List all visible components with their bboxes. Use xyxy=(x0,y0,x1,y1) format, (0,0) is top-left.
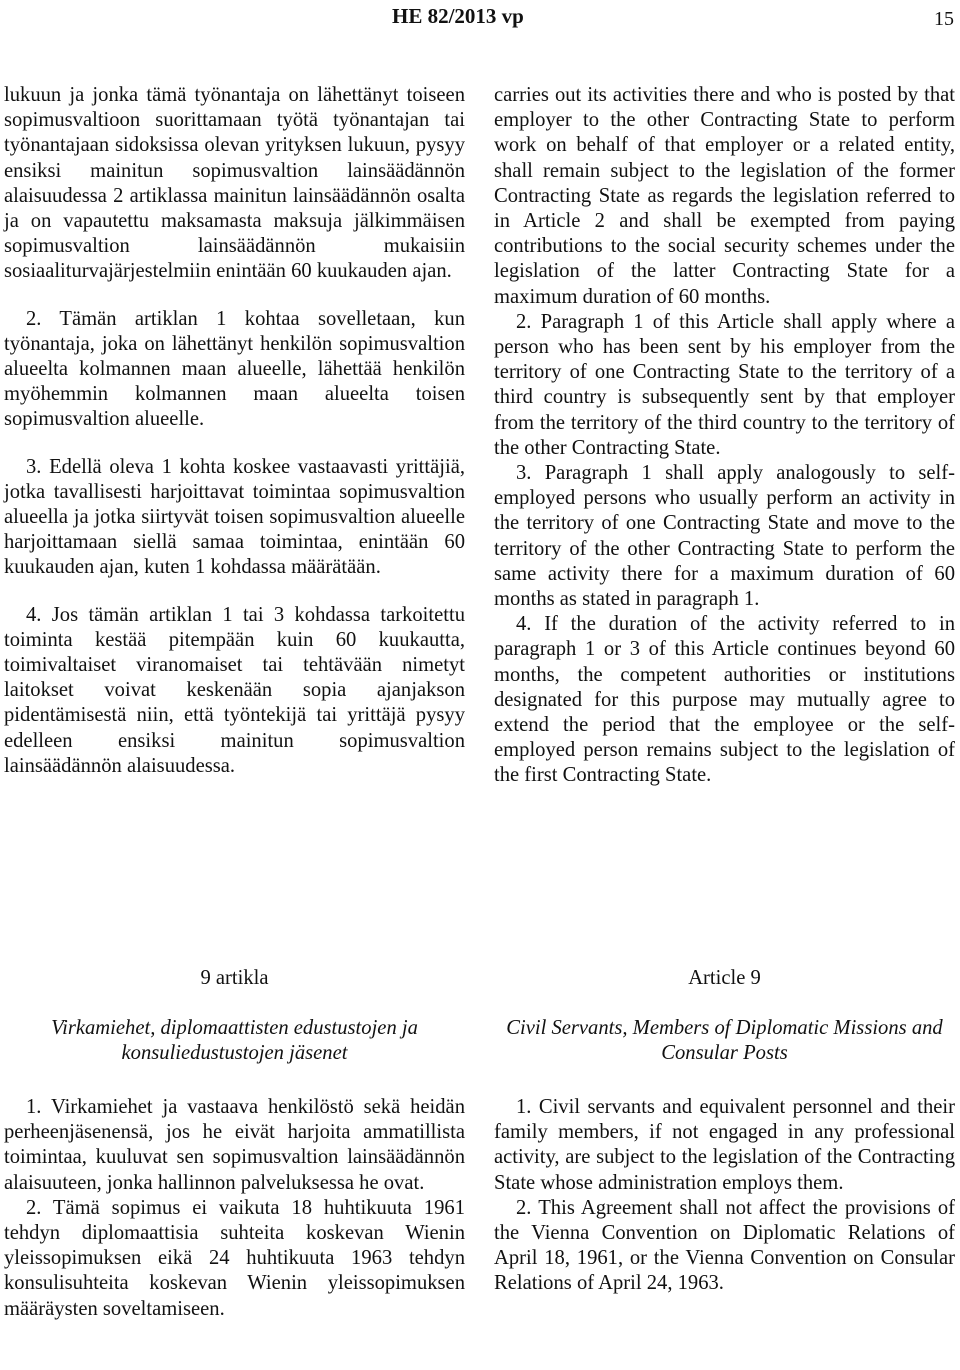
english-paragraph: 1. Civil servants and equivalent personnel and their family members, if not engaged in any professional activity, are subject to the legislation of the Contracting State whose administration employs them. xyxy=(494,1096,955,1194)
finnish-paragraph: lukuun ja jonka tämä työnantaja on lähettänyt toiseen sopimusvaltioon suorittamaan työtä työnantajan tai työnantajaan sidoksissa olevan yrityksen lukuun, pysyy ensiksi mainitun sopimusvaltion lainsäädännön alaisuudessa 2 artiklassa mainitun lainsäädännön osalta ja on vapautettu maksamasta maksuja jälkimmäisen sopimusvaltion lainsäädännön mukaisiin sosiaaliturvajärjestelmiin enintään 60 kuukauden ajan. xyxy=(4,84,465,283)
finnish-paragraph: 1. Virkamiehet ja vastaava henkilöstö sekä heidän perheenjäsenensä, jos he eivät harjoita ammatillista toimintaa, kuuluvat sen sopimusvaltion lainsäädännön alaisuuteen, jonka hallinnon palveluksessa he ovat. xyxy=(4,1096,465,1194)
document-id: HE 82/2013 vp xyxy=(392,4,524,28)
english-article-number: Article 9 xyxy=(688,967,761,989)
finnish-article-title: Virkamiehet, diplomaattisten edustustojen ja konsuliedustustojen jäsenet xyxy=(51,1017,418,1065)
finnish-paragraph: 3. Edellä oleva 1 kohta koskee vastaavasti yrittäjiä, jotka tavallisesti harjoittavat toimintaa sopimusvaltion alueella ja jotka siirtyvät toisen sopimusvaltion alueelle harjoittamaan siellä samaa toimintaa, enintään 60 kuukauden ajan, kuten 1 kohdassa määrätään. xyxy=(4,455,465,579)
finnish-paragraph: 4. Jos tämän artiklan 1 tai 3 kohdassa tarkoitettu toiminta kestää pitempään kuin 60 kuukautta, toimivaltaiset viranomaiset tai tehtävään nimetyt laitokset voivat keskenään sopia ajanjakson pidentämisestä niin, että työntekijä tai yrittäjä pysyy edelleen ensiksi mainitun sopimusvaltion lainsäädännön alaisuudessa. xyxy=(4,603,465,777)
finnish-article-number: 9 artikla xyxy=(200,967,269,989)
english-column-bottom xyxy=(494,1095,955,1297)
finnish-paragraph: 2. Tämän artiklan 1 kohtaa sovelletaan, kun työnantaja, joka on lähettänyt henkilön sopimusvaltion alueelta kolmannen maan alueelle, lähettää henkilön myöhemmin kolmannen maan alueelta toisen sopimusvaltion alueelle. xyxy=(4,307,465,431)
page-number: 15 xyxy=(934,8,954,30)
finnish-paragraph: 2. Tämä sopimus ei vaikuta 18 huhtikuuta 1961 tehdyn diplomaattisia suhteita koskevan Wienin yleissopimuksen eikä 24 huhtikuuta 1963 tehdyn konsulisuhteita koskevan Wienin yleissopimuksen määräysten soveltamiseen. xyxy=(4,1196,465,1320)
finnish-column-top xyxy=(4,83,465,779)
english-paragraph: 4. If the duration of the activity referred to in paragraph 1 or 3 of this Article continues beyond 60 months, the competent authorities or institutions designated for this purpose may mutually agree to extend the period that the employee or the self-employed person remains subject to the legislation of the first Contracting State. xyxy=(494,613,955,787)
english-column-top xyxy=(494,83,955,789)
page-header xyxy=(0,4,960,34)
english-paragraph: carries out its activities there and who is posted by that employer to the other Contracting State to perform work on behalf of that employer or a related entity, shall remain subject to the legislation of the former Contracting State as regards the legislation referred to in Article 2 and shall be exempted from paying contributions to the social security schemes under the legislation of the latter Contracting State for a maximum duration of 60 months. xyxy=(494,84,955,308)
english-paragraph: 2. This Agreement shall not affect the provisions of the Vienna Convention on Diplomatic Relations of April 18, 1961, or the Vienna Convention on Consular Relations of April 24, 1963. xyxy=(494,1196,955,1295)
english-paragraph: 3. Paragraph 1 shall apply analogously to self-employed persons who usually perform an activity in the territory of one Contracting State and move to the territory of the other Contracting State to perform the same activity there for a maximum duration of 60 months as stated in paragraph 1. xyxy=(494,462,955,611)
english-paragraph: 2. Paragraph 1 of this Article shall apply where a person who has been sent by his employer from the territory of one Contracting State to the territory of a third country is subsequently sent by that employer from the territory of the third country to the territory of the other Contracting State. xyxy=(494,310,955,459)
english-article-title: Civil Servants, Members of Diplomatic Missions and Consular Posts xyxy=(506,1017,943,1065)
finnish-column-bottom xyxy=(4,1095,465,1322)
